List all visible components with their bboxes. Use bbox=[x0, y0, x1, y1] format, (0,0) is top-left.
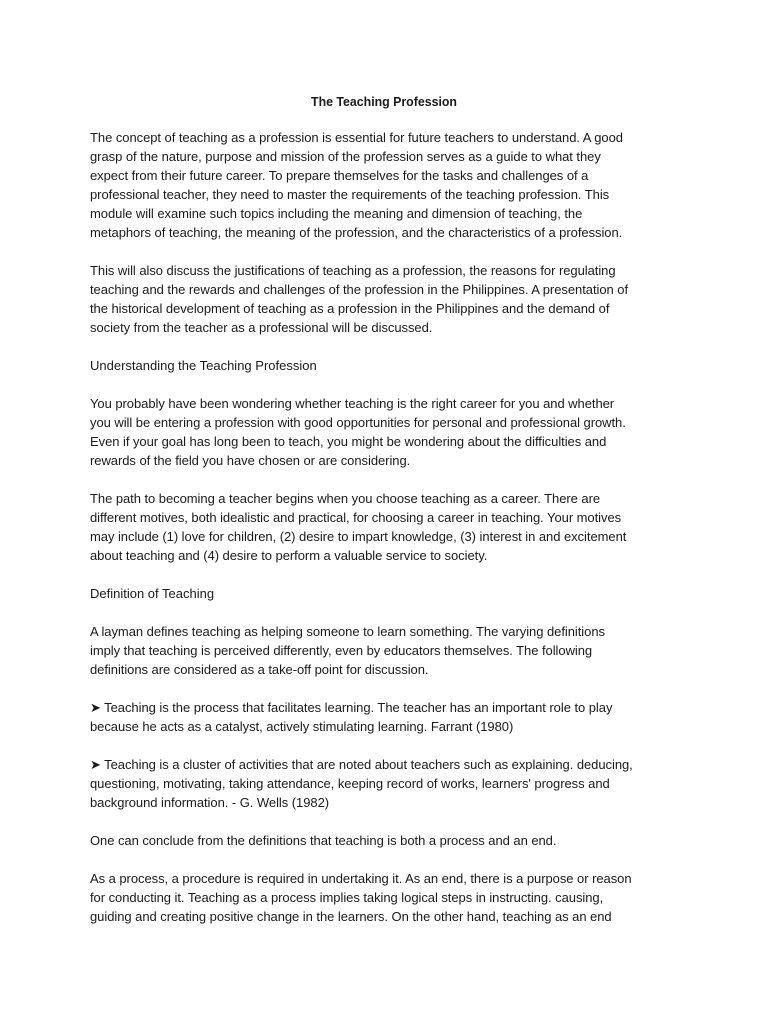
text-line: guiding and creating positive change in the learners. On the other hand, teaching as an end bbox=[90, 909, 612, 924]
text-line: background information. - G. Wells (1982) bbox=[90, 795, 330, 810]
paragraph bbox=[90, 489, 678, 565]
paragraph bbox=[90, 831, 678, 850]
text-line: because he acts as a catalyst, actively stimulating learning. Farrant (1980) bbox=[90, 719, 514, 734]
text-line: A layman defines teaching as helping someone to learn something. The varying definitions bbox=[90, 624, 605, 639]
paragraph bbox=[90, 869, 678, 926]
paragraph bbox=[90, 394, 678, 470]
text-line: ➤ Teaching is a cluster of activities that are noted about teachers such as explaining. deducing, bbox=[90, 757, 633, 772]
text-line: may include (1) love for children, (2) desire to impart knowledge, (3) interest in and excitement bbox=[90, 529, 627, 544]
text-line: The concept of teaching as a profession is essential for future teachers to understand. A good bbox=[90, 130, 623, 145]
section-heading bbox=[90, 584, 678, 603]
text-line: grasp of the nature, purpose and mission of the profession serves as a guide to what they bbox=[90, 149, 601, 164]
paragraph bbox=[90, 622, 678, 679]
document-body bbox=[90, 92, 678, 945]
text-line: expect from their future career. To prepare themselves for the tasks and challenges of a bbox=[90, 168, 589, 183]
document-blocks bbox=[90, 128, 678, 926]
text-line: You probably have been wondering whether teaching is the right career for you and whether bbox=[90, 396, 615, 411]
text-line: the historical development of teaching as a profession in the Philippines and the demand of bbox=[90, 301, 610, 316]
text-line: As a process, a procedure is required in undertaking it. As an end, there is a purpose or reason bbox=[90, 871, 632, 886]
text-line: professional teacher, they need to master the requirements of the teaching profession. This bbox=[90, 187, 610, 202]
page-title: The Teaching Profession bbox=[311, 94, 457, 109]
text-line: One can conclude from the definitions that teaching is both a process and an end. bbox=[90, 833, 557, 848]
text-line: rewards of the field you have chosen or are considering. bbox=[90, 453, 411, 468]
text-line: Even if your goal has long been to teach, you might be wondering about the difficulties and bbox=[90, 434, 607, 449]
text-line: imply that teaching is perceived differently, even by educators themselves. The following bbox=[90, 643, 593, 658]
text-line: metaphors of teaching, the meaning of the profession, and the characteristics of a profession. bbox=[90, 225, 623, 240]
text-line: teaching and the rewards and challenges of the profession in the Philippines. A presentation of bbox=[90, 282, 629, 297]
text-line: Understanding the Teaching Profession bbox=[90, 358, 317, 373]
text-line: different motives, both idealistic and practical, for choosing a career in teaching. Your motives bbox=[90, 510, 622, 525]
text-line: module will examine such topics including the meaning and dimension of teaching, the bbox=[90, 206, 583, 221]
text-line: definitions are considered as a take-off point for discussion. bbox=[90, 662, 429, 677]
text-line: questioning, motivating, taking attendance, keeping record of works, learners' progress and bbox=[90, 776, 610, 791]
text-line: This will also discuss the justifications of teaching as a profession, the reasons for regulating bbox=[90, 263, 616, 278]
text-line: society from the teacher as a professional will be discussed. bbox=[90, 320, 433, 335]
paragraph bbox=[90, 261, 678, 337]
paragraph bbox=[90, 698, 678, 736]
text-line: The path to becoming a teacher begins when you choose teaching as a career. There are bbox=[90, 491, 601, 506]
text-line: for conducting it. Teaching as a process implies taking logical steps in instructing. causing, bbox=[90, 890, 604, 905]
paragraph bbox=[90, 755, 678, 812]
text-line: you will be entering a profession with good opportunities for personal and professional growth. bbox=[90, 415, 626, 430]
text-line: Definition of Teaching bbox=[90, 586, 215, 601]
text-line: about teaching and (4) desire to perform a valuable service to society. bbox=[90, 548, 488, 563]
section-heading bbox=[90, 356, 678, 375]
paragraph bbox=[90, 128, 678, 242]
text-line: ➤ Teaching is the process that facilitates learning. The teacher has an important role to play bbox=[90, 700, 613, 715]
